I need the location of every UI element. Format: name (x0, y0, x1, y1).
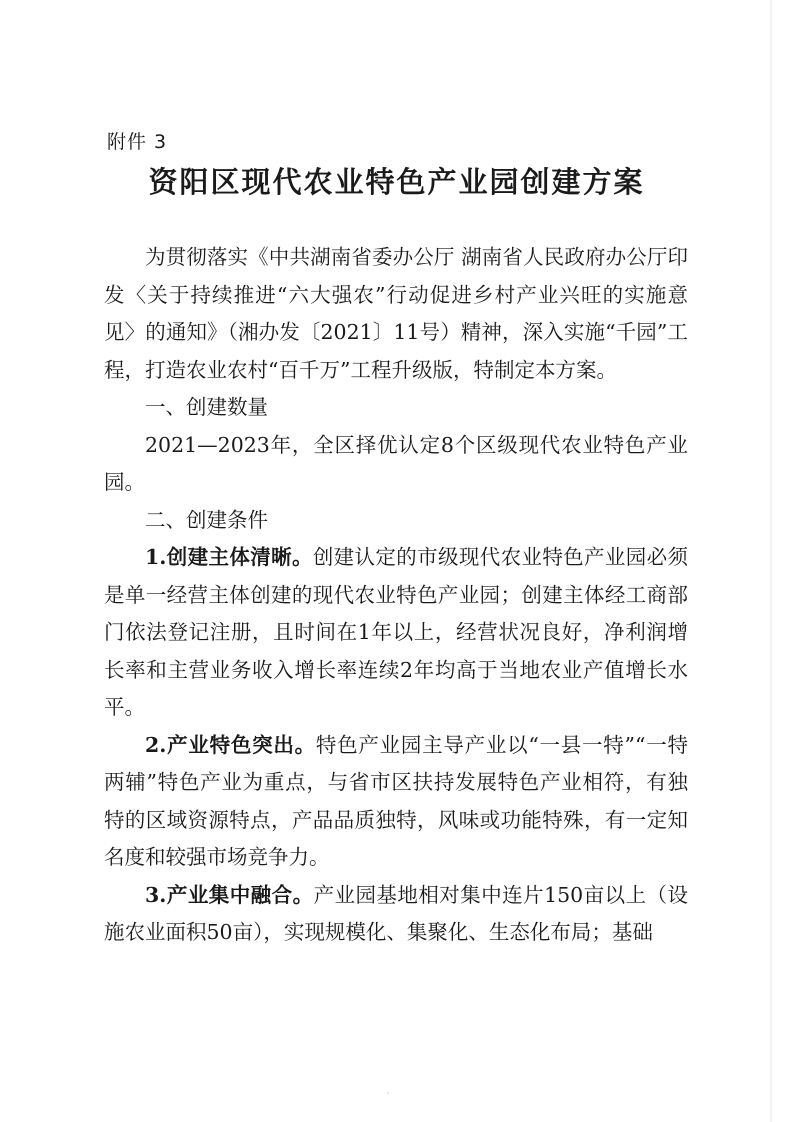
condition-text: 创建认定的市级现代农业特色产业园必须是单一经营主体创建的现代农业特色产业园；创建主体经工商部门依法登记注册，且时间在1年以上，经营状况良好，净利润增长率和主营业务收入增长率连续2年均高于当地农业产值增长水平。 (104, 545, 688, 719)
condition-lead: 3.产业集中融合。 (145, 882, 314, 907)
intro-paragraph: 为贯彻落实《中共湖南省委办公厅 湖南省人民政府办公厅印发〈关于持续推进“六大强农”行动促进乡村产业兴旺的实施意见〉的通知》（湘办发〔2021〕11号）精神，深入实施“千园”工程，打造农业农村“百千万”工程升级版，特制定本方案。 (104, 245, 688, 382)
section-1-paragraph: 2021—2023年，全区择优认定8个区级现代农业特色产业园。 (104, 432, 688, 494)
condition-paragraph-2 (104, 727, 688, 877)
document-title: 资阳区现代农业特色产业园创建方案 (148, 165, 645, 199)
condition-paragraph-3 (104, 877, 688, 952)
condition-lead: 1.创建主体清晰。 (145, 545, 313, 569)
attachment-label: 附件 3 (107, 131, 168, 153)
condition-paragraph-1 (104, 539, 688, 727)
condition-lead: 2.产业特色突出。 (145, 732, 316, 757)
section-1-heading: 一、创建数量 (145, 395, 268, 419)
scan-speck (387, 1092, 389, 1094)
document-body (104, 239, 688, 952)
section-2-heading: 二、创建条件 (145, 507, 268, 532)
condition-text: 产业园基地相对集中连片150亩以上（设施农业面积50亩），实现规模化、集聚化、生态化布局；基础 (104, 882, 688, 944)
condition-text: 特色产业园主导产业以“一县一特”“一特两辅”特色产业为重点，与省市区扶持发展特色产业相符，有独特的区域资源特点，产品品质独特，风味或功能特殊，有一定知名度和较强市场竞争力。 (104, 732, 688, 869)
